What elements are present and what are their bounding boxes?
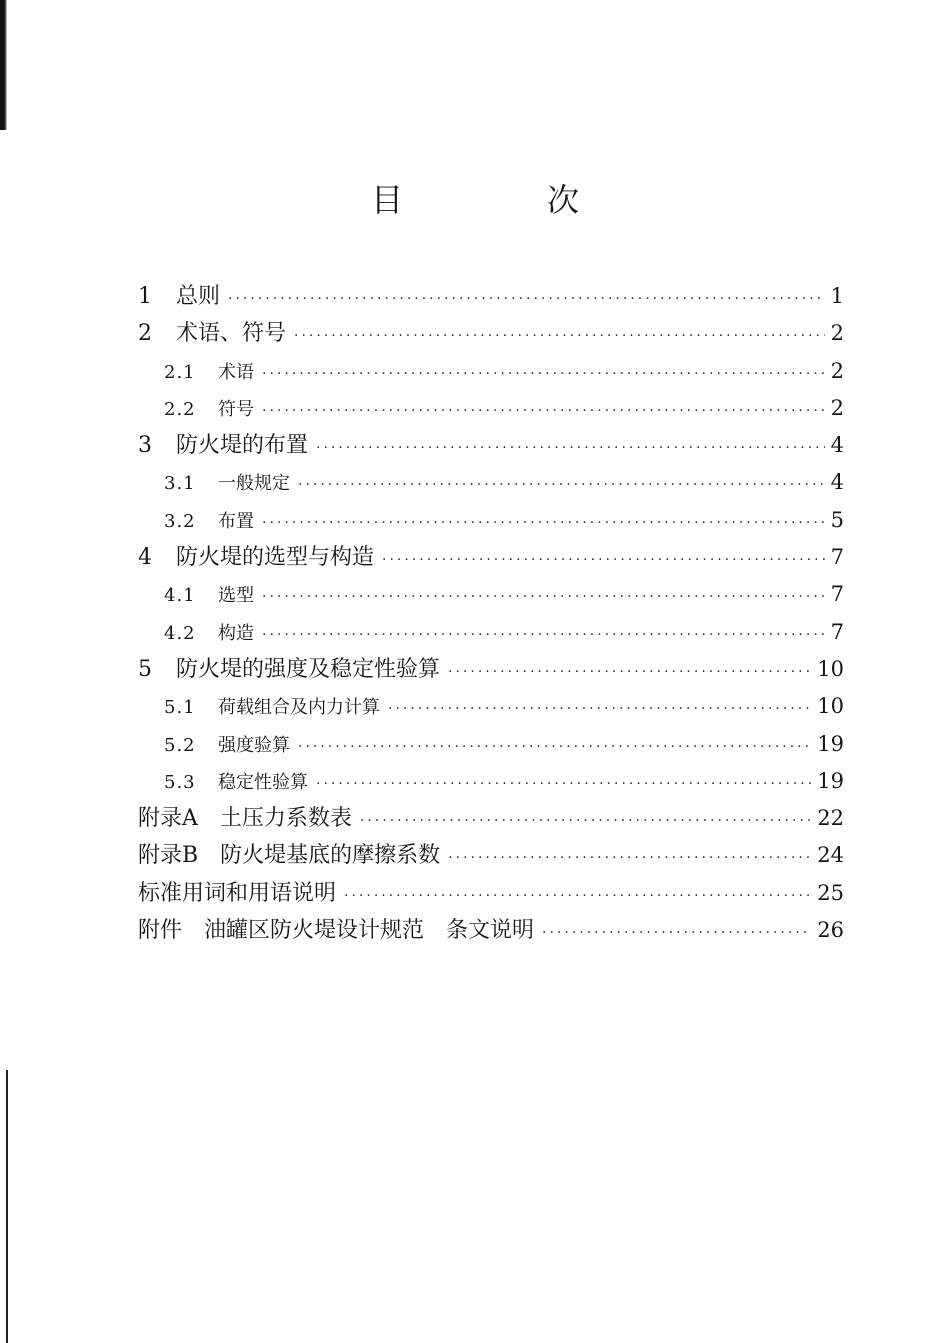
toc-entry-page: 7	[830, 545, 844, 570]
toc-entry[interactable]	[138, 875, 844, 912]
toc-leader-dots	[360, 803, 811, 840]
toc-leader-dots	[262, 505, 825, 542]
toc-entry[interactable]	[138, 502, 844, 539]
page-title: 目 次	[370, 181, 635, 219]
toc-entry[interactable]	[138, 800, 844, 837]
toc-entry-page: 7	[830, 619, 844, 644]
toc-entry[interactable]	[138, 278, 844, 315]
toc-leader-dots	[542, 915, 811, 952]
toc-entry-page: 1	[830, 284, 844, 308]
toc-entry-page: 2	[830, 358, 844, 383]
toc-entry-number: 4	[138, 545, 152, 571]
toc-entry-number: 3	[138, 433, 152, 459]
toc-entry[interactable]	[138, 539, 844, 576]
table-of-contents	[138, 278, 844, 949]
toc-entry[interactable]	[138, 651, 844, 688]
toc-entry-page: 4	[830, 470, 844, 495]
toc-leader-dots	[448, 840, 811, 877]
toc-entry[interactable]	[138, 390, 844, 427]
toc-entry-label: 防火堤的强度及稳定性验算	[176, 656, 441, 682]
toc-entry-number: 3.2	[164, 510, 196, 532]
toc-entry-number: 2.2	[164, 398, 196, 420]
toc-leader-dots	[344, 878, 811, 915]
toc-entry-label: 防火堤的选型与构造	[176, 545, 375, 571]
toc-entry-number: 1	[138, 284, 152, 309]
toc-entry-number: 5.1	[164, 697, 196, 719]
toc-entry-label: 术语、符号	[176, 321, 287, 347]
toc-entry-page: 2	[830, 321, 844, 346]
toc-entry-page: 10	[817, 694, 844, 719]
toc-entry-page: 4	[830, 433, 844, 458]
toc-entry[interactable]	[138, 912, 844, 949]
toc-entry-label: 强度验算	[218, 734, 290, 756]
toc-entry[interactable]	[138, 763, 844, 800]
toc-leader-dots	[294, 318, 825, 355]
toc-entry[interactable]	[138, 464, 844, 501]
toc-entry-label: 附件 油罐区防火堤设计规范 条文说明	[138, 918, 535, 944]
toc-leader-dots	[316, 430, 825, 467]
toc-entry-page: 10	[817, 656, 844, 681]
toc-entry-number: 3.1	[164, 473, 196, 495]
toc-entry-page: 7	[830, 582, 844, 607]
toc-entry-number: 5.3	[164, 771, 196, 793]
scan-edge-top	[0, 0, 7, 130]
toc-entry-label: 构造	[218, 622, 254, 644]
toc-leader-dots	[316, 766, 811, 803]
toc-entry[interactable]	[138, 837, 844, 874]
toc-leader-dots	[262, 579, 825, 616]
toc-entry-label: 术语	[218, 361, 254, 383]
toc-entry-label: 附录B 防火堤基底的摩擦系数	[138, 843, 441, 869]
toc-entry-label: 附录A 土压力系数表	[138, 806, 352, 832]
toc-leader-dots	[262, 393, 825, 430]
toc-entry-label: 符号	[218, 398, 254, 420]
toc-entry-label: 防火堤的布置	[176, 433, 309, 459]
scan-edge-bottom	[6, 1070, 8, 1343]
toc-entry[interactable]	[138, 688, 844, 725]
toc-entry-label: 一般规定	[218, 473, 290, 495]
toc-leader-dots	[298, 729, 811, 766]
toc-entry-page: 5	[830, 507, 844, 532]
toc-entry-page: 2	[830, 395, 844, 420]
toc-entry-number: 4.1	[164, 585, 196, 607]
toc-entry-number: 5.2	[164, 734, 196, 756]
toc-entry-number: 2	[138, 321, 152, 347]
toc-entry[interactable]	[138, 353, 844, 390]
toc-entry-page: 25	[817, 880, 844, 905]
toc-leader-dots	[298, 467, 825, 504]
toc-entry-number: 2.1	[164, 361, 196, 383]
toc-entry[interactable]	[138, 576, 844, 613]
toc-entry-label: 布置	[218, 510, 254, 532]
toc-entry-number: 4.2	[164, 622, 196, 644]
toc-leader-dots	[448, 654, 811, 691]
toc-entry-page: 19	[817, 768, 844, 793]
toc-entry[interactable]	[138, 614, 844, 651]
toc-entry[interactable]	[138, 427, 844, 464]
toc-leader-dots	[228, 281, 825, 318]
toc-entry-label: 总则	[176, 284, 221, 309]
toc-entry-page: 22	[817, 806, 844, 831]
toc-entry[interactable]	[138, 726, 844, 763]
toc-entry-label: 稳定性验算	[218, 771, 308, 793]
toc-entry-label: 标准用词和用语说明	[138, 880, 337, 906]
toc-leader-dots	[262, 356, 825, 393]
toc-entry-page: 19	[817, 731, 844, 756]
toc-entry[interactable]	[138, 315, 844, 352]
toc-entry-label: 荷载组合及内力计算	[218, 697, 380, 719]
toc-entry-label: 选型	[218, 585, 254, 607]
toc-entry-page: 24	[817, 843, 844, 868]
toc-leader-dots	[382, 542, 825, 579]
toc-entry-page: 26	[817, 918, 844, 943]
toc-leader-dots	[388, 691, 811, 728]
toc-leader-dots	[262, 617, 825, 654]
toc-entry-number: 5	[138, 656, 152, 682]
